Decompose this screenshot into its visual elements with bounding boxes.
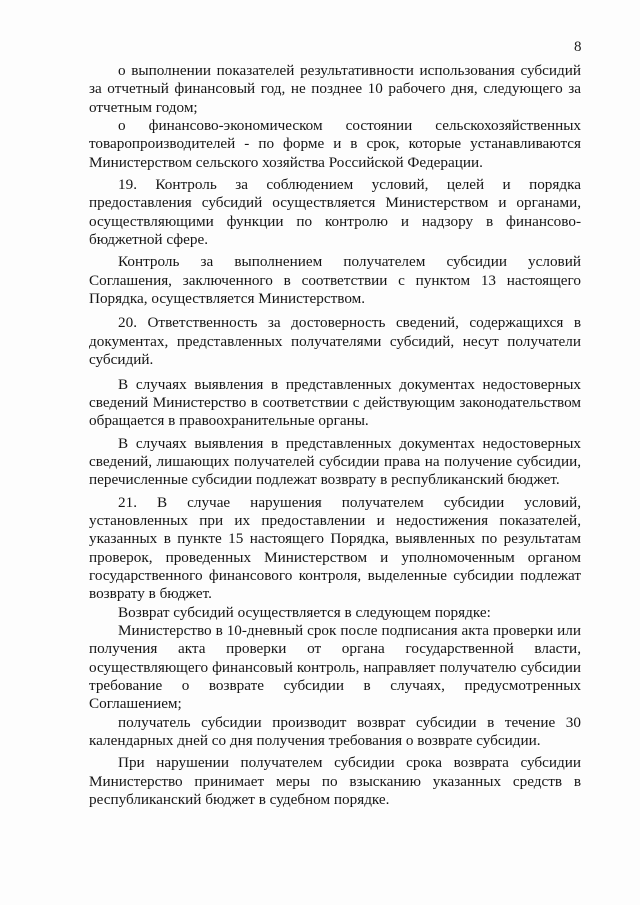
paragraph-refund-procedure-intro: Возврат субсидий осуществляется в следующем порядке: (118, 603, 491, 621)
document-body (89, 62, 581, 809)
paragraph-court-recovery: При нарушении получателем субсидии срока возврата субсидии Министерство принимает меры по взысканию указанных средств в республиканский бюджет в судебном порядке. (89, 754, 581, 809)
paragraph-21-violation-refund: 21. В случае нарушения получателем субсидии условий, установленных при их предоставлении и недостижения показателей, указанных в пункте 15 настоящего Порядка, выявленных по результатам проверок, проведенных Министерством и уполномоченным органом государственного финансового контроля, выделенные субсидии подлежат возврату в бюджет. (89, 493, 581, 603)
page-number: 8 (574, 39, 582, 55)
paragraph-recipient-refund-term: получатель субсидии производит возврат субсидии в течение 30 календарных дней со дня получения требования о возврате субсидии. (89, 713, 581, 750)
paragraph-agreement-control: Контроль за выполнением получателем субсидии условий Соглашения, заключенного в соответствии с пунктом 13 настоящего Порядка, осуществляется Министерством. (89, 253, 581, 308)
paragraph-ministry-demand: Министерство в 10-дневный срок после подписания акта проверки или получения акта проверки от органа государственной власти, осуществляющего финансовый контроль, направляет получателю субсидии требование о возврате субсидии в случаях, предусмотренных Соглашением; (89, 621, 581, 713)
paragraph-19-control: 19. Контроль за соблюдением условий, целей и порядка предоставления субсидий осуществляется Министерством и органами, осуществляющими функции по контролю и надзору в финансово-бюджетной сфере. (89, 176, 581, 249)
paragraph-report-performance: о выполнении показателей результативности использования субсидий за отчетный финансовый год, не позднее 10 рабочего дня, следующего за отчетным годом; (89, 62, 581, 116)
paragraph-report-financial-state: о финансово-экономическом состоянии сельскохозяйственных товаропроизводителей - по форме и в срок, которые устанавливаются Министерством сельского хозяйства Российской Федерации. (89, 117, 581, 171)
paragraph-20-responsibility: 20. Ответственность за достоверность сведений, содержащихся в документах, представленных получателями субсидий, несут получатели субсидий. (89, 314, 581, 369)
paragraph-false-info-refund: В случаях выявления в представленных документах недостоверных сведений, лишающих получателей субсидии права на получение субсидии, перечисленные субсидии подлежат возврату в республиканский бюджет. (89, 434, 581, 489)
paragraph-false-info-prosecution: В случаях выявления в представленных документах недостоверных сведений Министерство в соответствии с действующим законодательством обращается в правоохранительные органы. (89, 375, 581, 430)
